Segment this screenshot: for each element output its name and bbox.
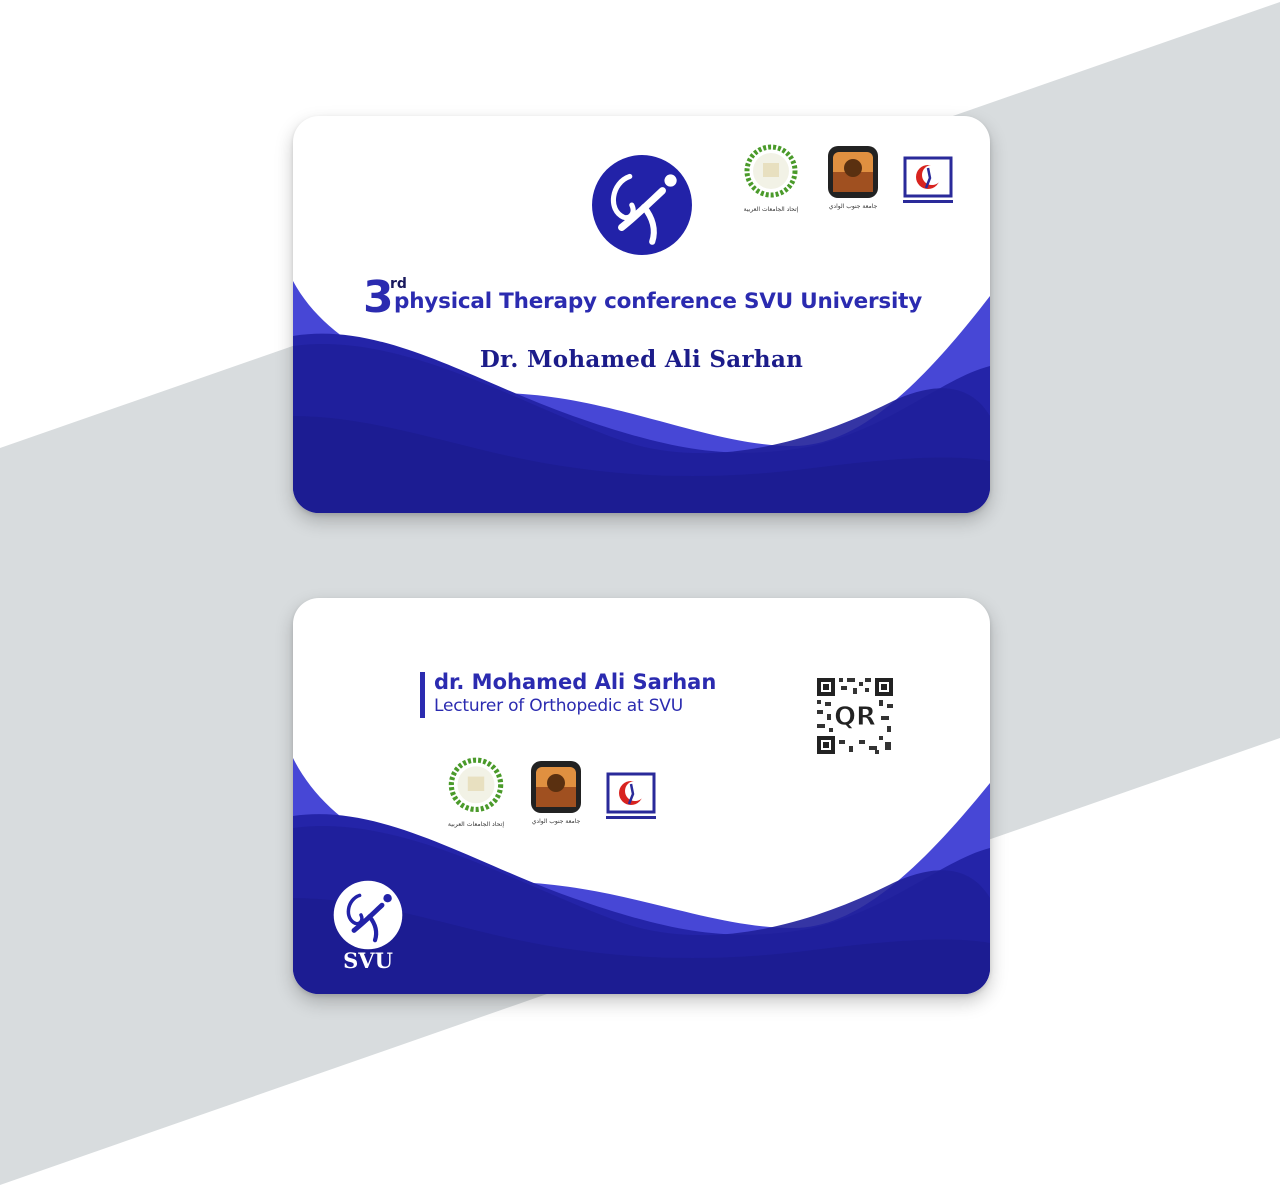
svu-brand-text: SVU xyxy=(343,948,393,973)
south-valley-university-logo xyxy=(825,142,881,212)
svg-text:جامعة جنوب الوادي: جامعة جنوب الوادي xyxy=(531,818,581,825)
svg-text:إتحاد الجامعات العربية: إتحاد الجامعات العربية xyxy=(447,820,505,828)
svu-faculty-physical-therapy-logo xyxy=(600,760,662,830)
conference-title: physical Therapy conference SVU University xyxy=(394,289,923,314)
arab-universities-union-logo xyxy=(439,756,513,828)
name-accent-bar xyxy=(420,672,425,718)
card-holder-role: Lecturer of Orthopedic at SVU xyxy=(434,696,683,716)
qr-label: QR xyxy=(833,702,877,732)
front-card xyxy=(293,116,990,513)
south-valley-university-logo xyxy=(528,756,584,828)
svg-text:إتحاد الجامعات العربية: إتحاد الجامعات العربية xyxy=(743,206,799,213)
card-holder-name: dr. Mohamed Ali Sarhan xyxy=(434,670,717,694)
conference-logo xyxy=(333,880,403,950)
svg-text:جامعة جنوب الوادي: جامعة جنوب الوادي xyxy=(828,203,878,210)
conference-logo xyxy=(591,154,693,256)
back-card xyxy=(293,598,990,994)
attendee-name: Dr. Mohamed Ali Sarhan xyxy=(479,346,804,373)
qr-code xyxy=(815,676,895,756)
conference-edition-suffix: rd xyxy=(390,276,407,292)
svu-faculty-physical-therapy-logo xyxy=(897,144,959,214)
arab-universities-union-logo xyxy=(735,143,807,213)
conference-edition-number: 3 xyxy=(363,272,394,323)
